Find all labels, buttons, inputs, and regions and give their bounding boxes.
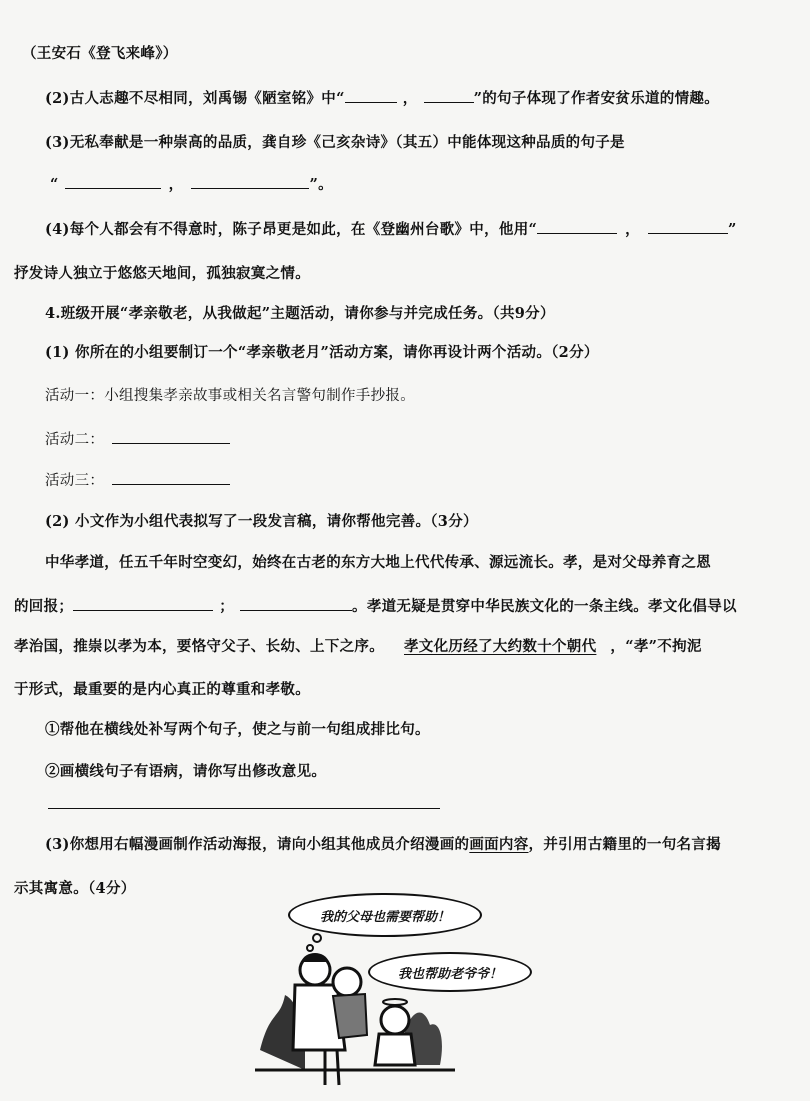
para2-suffix: 。孝道无疑是贯穿中华民族文化的一条主线。孝文化倡导以 [352, 598, 737, 615]
sub3-prefix: (3)你想用右幅漫画制作活动海报，请向小组其他成员介绍漫画的 [45, 836, 470, 853]
question-2 [45, 87, 719, 108]
task-4-sub2: (2) 小文作为小组代表拟写了一段发言稿，请你帮他完善。（3分） [45, 513, 478, 530]
task-4-heading: 4.班级开展“孝亲敬老，从我做起”主题活动，请你参与并完成任务。（共9分） [45, 305, 555, 322]
question-3: (3)无私奉献是一种崇高的品质，龚自珍《己亥杂诗》（其五）中能体现这种品质的句子是 [45, 134, 625, 151]
answer-blank[interactable] [648, 219, 728, 234]
task-4-sub3-line2: 示其寓意。（4分） [14, 880, 136, 897]
para2-prefix: 的回报； [14, 598, 74, 615]
q2-prefix: (2)古人志趣不尽相同，刘禹锡《陋室铭》中“ [45, 90, 345, 107]
q2-comma: ， [402, 90, 418, 107]
q2-suffix: ”的句子体现了作者安贫乐道的情趣。 [473, 90, 720, 107]
adult-hair [301, 953, 329, 962]
answer-blank[interactable] [240, 596, 352, 611]
bubble-2-text: 我也帮助老爷爷！ [397, 966, 502, 982]
bubble-1-text: 我的父母也需要帮助！ [319, 909, 450, 925]
activity-3-label: 活动三： [45, 473, 105, 489]
answer-blank[interactable] [191, 174, 309, 189]
q3-close: ”。 [309, 176, 333, 193]
para3-suffix: ，“孝”不拘泥 [610, 638, 702, 655]
activity-2 [45, 428, 230, 449]
activity-1: 活动一：小组搜集孝亲故事或相关名言警句制作手抄报。 [45, 388, 415, 404]
answer-blank[interactable] [537, 219, 617, 234]
sub3-suffix: ，并引用古籍里的一句名言揭 [528, 836, 721, 853]
question-4-line2: 抒发诗人独立于悠悠天地间，孤独寂寞之情。 [14, 265, 310, 282]
q4-prefix: (4)每个人都会有不得意时，陈子昂更是如此，在《登幽州台歌》中，他用“ [45, 221, 538, 238]
answer-blank[interactable] [112, 429, 230, 444]
q4-close: ” [727, 221, 737, 238]
question-4 [45, 218, 737, 239]
q3-comma: ， [168, 176, 184, 193]
q4-comma: ， [625, 221, 640, 238]
adult-legs [325, 1050, 339, 1085]
speech-para-3 [14, 635, 702, 656]
elder-body [333, 994, 367, 1038]
answer-blank[interactable] [73, 596, 213, 611]
speech-para-1: 中华孝道，任五千年时空变幻，始终在古老的东方大地上代代传承、源远流长。孝，是对父母养育之恩 [45, 554, 711, 571]
answer-blank[interactable] [345, 88, 397, 103]
answer-blank[interactable] [65, 174, 161, 189]
child-halo [383, 999, 407, 1005]
speech-para-2 [14, 595, 737, 616]
speech-para-4: 于形式，最重要的是内心真正的尊重和孝敬。 [14, 681, 310, 698]
source-line: （王安石《登飞来峰》） [22, 45, 178, 62]
cartoon-illustration [255, 890, 455, 1090]
para3-underlined-sentence: 孝文化历经了大约数十个朝代 [404, 638, 597, 655]
instruction-1: ①帮他在横线处补写两个句子，使之与前一句组成排比句。 [45, 721, 430, 738]
sub3-underlined: 画面内容 [469, 836, 529, 853]
para2-semicolon: ； [219, 598, 235, 615]
answer-line[interactable] [48, 808, 440, 809]
question-3-answer-line [50, 173, 333, 194]
child-body [375, 1034, 415, 1065]
activity-3 [45, 469, 230, 490]
q3-open-quote: “ [50, 176, 59, 193]
child-head [381, 1006, 409, 1034]
task-4-sub1: (1) 你所在的小组要制订一个“孝亲敬老月”活动方案，请你再设计两个活动。（2分） [45, 344, 599, 361]
activity-2-label: 活动二： [45, 432, 105, 448]
elder-head [333, 968, 361, 996]
task-4-sub3 [45, 833, 721, 854]
answer-blank[interactable] [112, 470, 230, 485]
para3-prefix: 孝治国，推崇以孝为本，要恪守父子、长幼、上下之序。 [14, 638, 384, 655]
thought-dot [307, 945, 313, 951]
thought-dot [313, 934, 321, 942]
instruction-2: ②画横线句子有语病，请你写出修改意见。 [45, 763, 327, 780]
answer-blank[interactable] [424, 88, 474, 103]
